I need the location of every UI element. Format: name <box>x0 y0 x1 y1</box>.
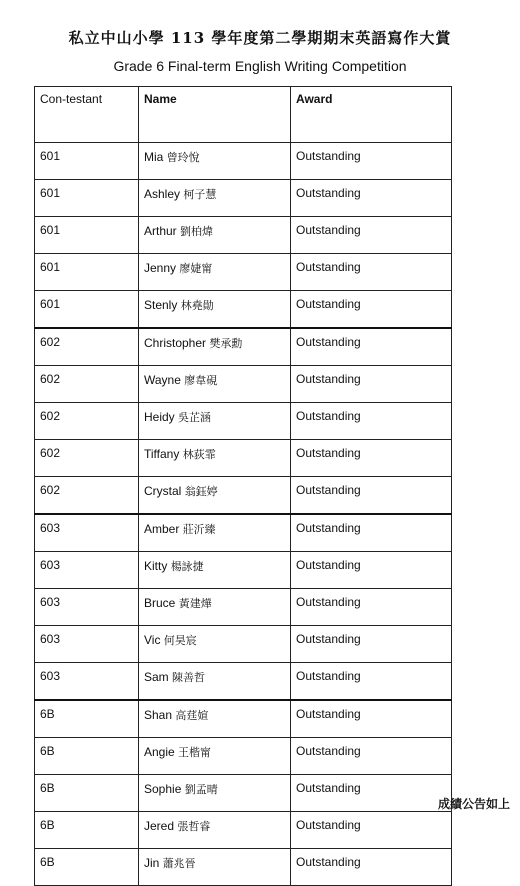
student-english-name: Ashley <box>144 187 181 201</box>
column-header-contestant: Con-testant <box>35 87 139 143</box>
table-row <box>35 440 452 477</box>
student-english-name: Sam <box>144 670 169 684</box>
contestant-cell: 602 <box>35 477 139 515</box>
award-cell: Outstanding <box>291 254 452 291</box>
student-chinese-name: 林堯勛 <box>180 299 214 312</box>
contestant-cell: 602 <box>35 403 139 440</box>
name-cell <box>139 477 291 515</box>
results-table <box>34 86 452 886</box>
contestant-cell: 6B <box>35 812 139 849</box>
student-english-name: Jin <box>144 856 160 870</box>
award-cell: Outstanding <box>291 738 452 775</box>
table-row <box>35 849 452 886</box>
student-english-name: Shan <box>144 708 173 722</box>
table-row <box>35 514 452 552</box>
table-header-row <box>35 87 452 143</box>
table-row <box>35 143 452 180</box>
student-english-name: Crystal <box>144 484 182 498</box>
table-row <box>35 217 452 254</box>
name-cell <box>139 552 291 589</box>
name-cell <box>139 589 291 626</box>
award-cell: Outstanding <box>291 775 452 812</box>
table-row <box>35 663 452 701</box>
name-cell <box>139 254 291 291</box>
table-row <box>35 775 452 812</box>
student-english-name: Amber <box>144 522 180 536</box>
page-title: 私立中山小學 113 學年度第二學期期末英語寫作大賞 <box>68 29 452 47</box>
student-english-name: Kitty <box>144 559 168 573</box>
contestant-cell: 601 <box>35 217 139 254</box>
name-cell <box>139 775 291 812</box>
name-cell <box>139 180 291 217</box>
student-chinese-name: 曾玲悅 <box>166 151 200 164</box>
student-english-name: Christopher <box>144 336 207 350</box>
student-english-name: Angie <box>144 745 175 759</box>
student-chinese-name: 莊沂臻 <box>182 523 216 536</box>
student-chinese-name: 王楷甯 <box>178 746 212 759</box>
student-chinese-name: 張哲睿 <box>177 820 211 833</box>
award-cell: Outstanding <box>291 663 452 701</box>
award-cell: Outstanding <box>291 849 452 886</box>
name-cell <box>139 403 291 440</box>
student-english-name: Bruce <box>144 596 176 610</box>
column-header-name: Name <box>139 87 291 143</box>
student-chinese-name: 劉孟晴 <box>184 783 218 796</box>
student-english-name: Mia <box>144 150 164 164</box>
award-cell: Outstanding <box>291 180 452 217</box>
name-cell <box>139 143 291 180</box>
announcement-note: 成績公告如上 <box>437 797 510 811</box>
name-cell <box>139 663 291 701</box>
student-chinese-name: 吳芷涵 <box>178 411 212 424</box>
table-row <box>35 812 452 849</box>
table-row <box>35 328 452 366</box>
table-row <box>35 589 452 626</box>
table-row <box>35 254 452 291</box>
student-english-name: Sophie <box>144 782 182 796</box>
contestant-cell: 6B <box>35 738 139 775</box>
contestant-cell: 603 <box>35 514 139 552</box>
award-cell: Outstanding <box>291 552 452 589</box>
award-cell: Outstanding <box>291 403 452 440</box>
student-chinese-name: 樊承勳 <box>209 337 243 350</box>
table-row <box>35 366 452 403</box>
award-cell: Outstanding <box>291 477 452 515</box>
student-english-name: Wayne <box>144 373 181 387</box>
table-row <box>35 291 452 329</box>
contestant-cell: 601 <box>35 291 139 329</box>
table-row <box>35 180 452 217</box>
table-row <box>35 626 452 663</box>
name-cell <box>139 291 291 329</box>
table-row <box>35 477 452 515</box>
student-chinese-name: 何昊宸 <box>163 634 197 647</box>
student-chinese-name: 陳善哲 <box>172 671 206 684</box>
results-table-body <box>35 143 452 886</box>
contestant-cell: 603 <box>35 663 139 701</box>
contestant-cell: 603 <box>35 552 139 589</box>
name-cell <box>139 700 291 738</box>
contestant-cell: 601 <box>35 143 139 180</box>
student-english-name: Jenny <box>144 261 177 275</box>
student-chinese-name: 蕭兆晉 <box>162 857 196 870</box>
contestant-cell: 6B <box>35 775 139 812</box>
student-english-name: Tiffany <box>144 447 180 461</box>
contestant-cell: 6B <box>35 849 139 886</box>
table-row <box>35 403 452 440</box>
student-chinese-name: 楊詠捷 <box>170 560 204 573</box>
name-cell <box>139 812 291 849</box>
award-cell: Outstanding <box>291 589 452 626</box>
student-english-name: Jered <box>144 819 175 833</box>
student-chinese-name: 高莛媗 <box>175 709 209 722</box>
contestant-cell: 603 <box>35 589 139 626</box>
name-cell <box>139 366 291 403</box>
name-cell <box>139 849 291 886</box>
award-cell: Outstanding <box>291 291 452 329</box>
award-cell: Outstanding <box>291 217 452 254</box>
name-cell <box>139 738 291 775</box>
student-chinese-name: 黃建燁 <box>178 597 212 610</box>
name-cell <box>139 217 291 254</box>
student-chinese-name: 林荻霏 <box>182 448 216 461</box>
award-cell: Outstanding <box>291 700 452 738</box>
contestant-cell: 6B <box>35 700 139 738</box>
name-cell <box>139 514 291 552</box>
table-row <box>35 552 452 589</box>
student-chinese-name: 劉柏煒 <box>180 225 214 238</box>
page-subtitle: Grade 6 Final-term English Writing Competition <box>113 58 407 74</box>
award-cell: Outstanding <box>291 812 452 849</box>
contestant-cell: 603 <box>35 626 139 663</box>
student-english-name: Vic <box>144 633 161 647</box>
student-english-name: Arthur <box>144 224 177 238</box>
student-english-name: Stenly <box>144 298 178 312</box>
award-cell: Outstanding <box>291 328 452 366</box>
column-header-award: Award <box>291 87 452 143</box>
award-cell: Outstanding <box>291 626 452 663</box>
name-cell <box>139 626 291 663</box>
award-cell: Outstanding <box>291 366 452 403</box>
student-english-name: Heidy <box>144 410 175 424</box>
contestant-cell: 601 <box>35 254 139 291</box>
name-cell <box>139 440 291 477</box>
contestant-cell: 601 <box>35 180 139 217</box>
student-chinese-name: 柯子慧 <box>183 188 217 201</box>
award-cell: Outstanding <box>291 514 452 552</box>
table-row <box>35 700 452 738</box>
award-cell: Outstanding <box>291 440 452 477</box>
contestant-cell: 602 <box>35 328 139 366</box>
name-cell <box>139 328 291 366</box>
contestant-cell: 602 <box>35 366 139 403</box>
student-chinese-name: 翁鈺婷 <box>184 485 218 498</box>
student-chinese-name: 廖婕甯 <box>179 262 213 275</box>
award-cell: Outstanding <box>291 143 452 180</box>
student-chinese-name: 廖韋硯 <box>184 374 218 387</box>
contestant-cell: 602 <box>35 440 139 477</box>
table-row <box>35 738 452 775</box>
